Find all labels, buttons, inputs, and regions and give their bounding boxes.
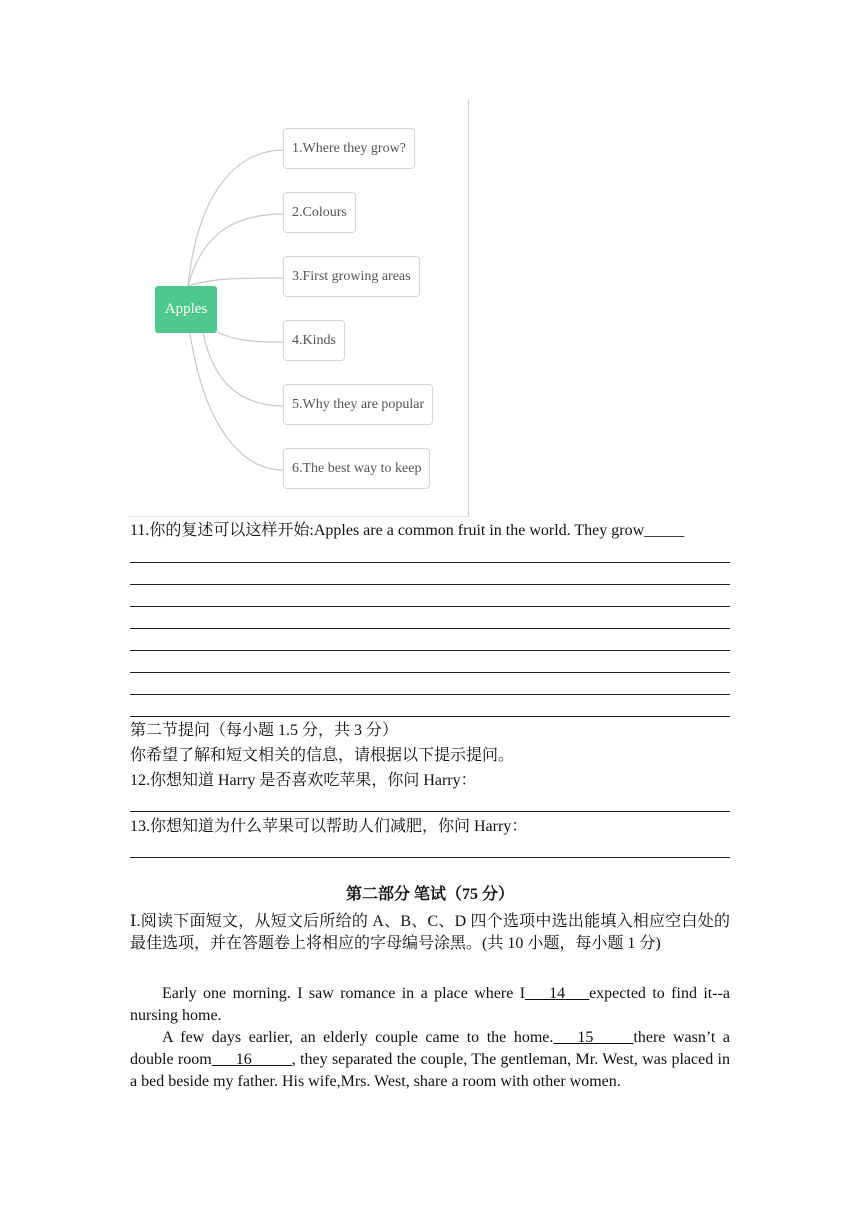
passage-text: expected to find it--a nursing home. [130,985,731,1024]
passage-text: Early one morning. I saw romance in a place where I [162,985,526,1002]
mind-map-node: 5.Why they are popular [283,384,433,425]
question-13-prompt: 13.你想知道为什么苹果可以帮助人们减肥，你问 Harry： [130,818,528,835]
answer-line[interactable] [130,811,730,812]
mind-map-node: 2.Colours [283,192,356,233]
answer-line[interactable] [130,716,730,717]
connector-5 [203,333,284,406]
mind-map-node: 6.The best way to keep [283,448,430,489]
passage-text: A few days earlier, an elderly couple came to the home. [162,1029,554,1046]
answer-line[interactable] [130,628,730,629]
mind-map [128,100,469,517]
answer-line[interactable] [130,672,730,673]
answer-line[interactable] [130,694,730,695]
mind-map-node: 1.Where they grow? [283,128,415,169]
connector-1 [188,150,284,286]
connector-2 [188,214,284,286]
mind-map-root: Apples [155,286,217,333]
answer-line[interactable] [130,562,730,563]
answer-line[interactable] [130,650,730,651]
passage-paragraph-2 [130,1027,730,1093]
answer-line[interactable] [130,584,730,585]
connector-3 [188,278,284,286]
question-11-prompt: 11.你的复述可以这样开始:Apples are a common fruit in the world. They grow_____ [130,522,685,539]
connector-4 [217,332,284,342]
answer-line[interactable] [130,606,730,607]
blank-14: ___14___ [525,985,590,1002]
part-2-heading: 第二部分 笔试（75 分） [345,886,514,903]
passage-paragraph-1 [130,983,730,1027]
blank-16: ___16_____ [211,1051,292,1068]
part-2-instruction: Ⅰ.阅读下面短文，从短文后所给的 A、B、C、D 四个选项中选出能填入相应空白处的最佳选项，并在答题卷上将相应的字母编号涂黑。(共 10 小题，每小题 1 分) [130,913,730,952]
passage-text: there wasn’t a double room [130,1029,730,1068]
section-2-instruction: 你希望了解和短文相关的信息，请根据以下提示提问。 [130,747,515,764]
connector-6 [190,333,284,470]
passage-text: , they separated the couple, The gentleman, Mr. West, was placed in a bed beside my father. His wife,Mrs. West, share a room with other women. [130,1051,730,1090]
answer-line[interactable] [130,857,730,858]
blank-15: ___15_____ [553,1029,634,1046]
mind-map-node: 4.Kinds [283,320,345,361]
question-12-prompt: 12.你想知道 Harry 是否喜欢吃苹果，你问 Harry： [130,772,477,789]
mind-map-node: 3.First growing areas [283,256,420,297]
section-2-title: 第二节提问（每小题 1.5 分，共 3 分） [130,722,399,739]
